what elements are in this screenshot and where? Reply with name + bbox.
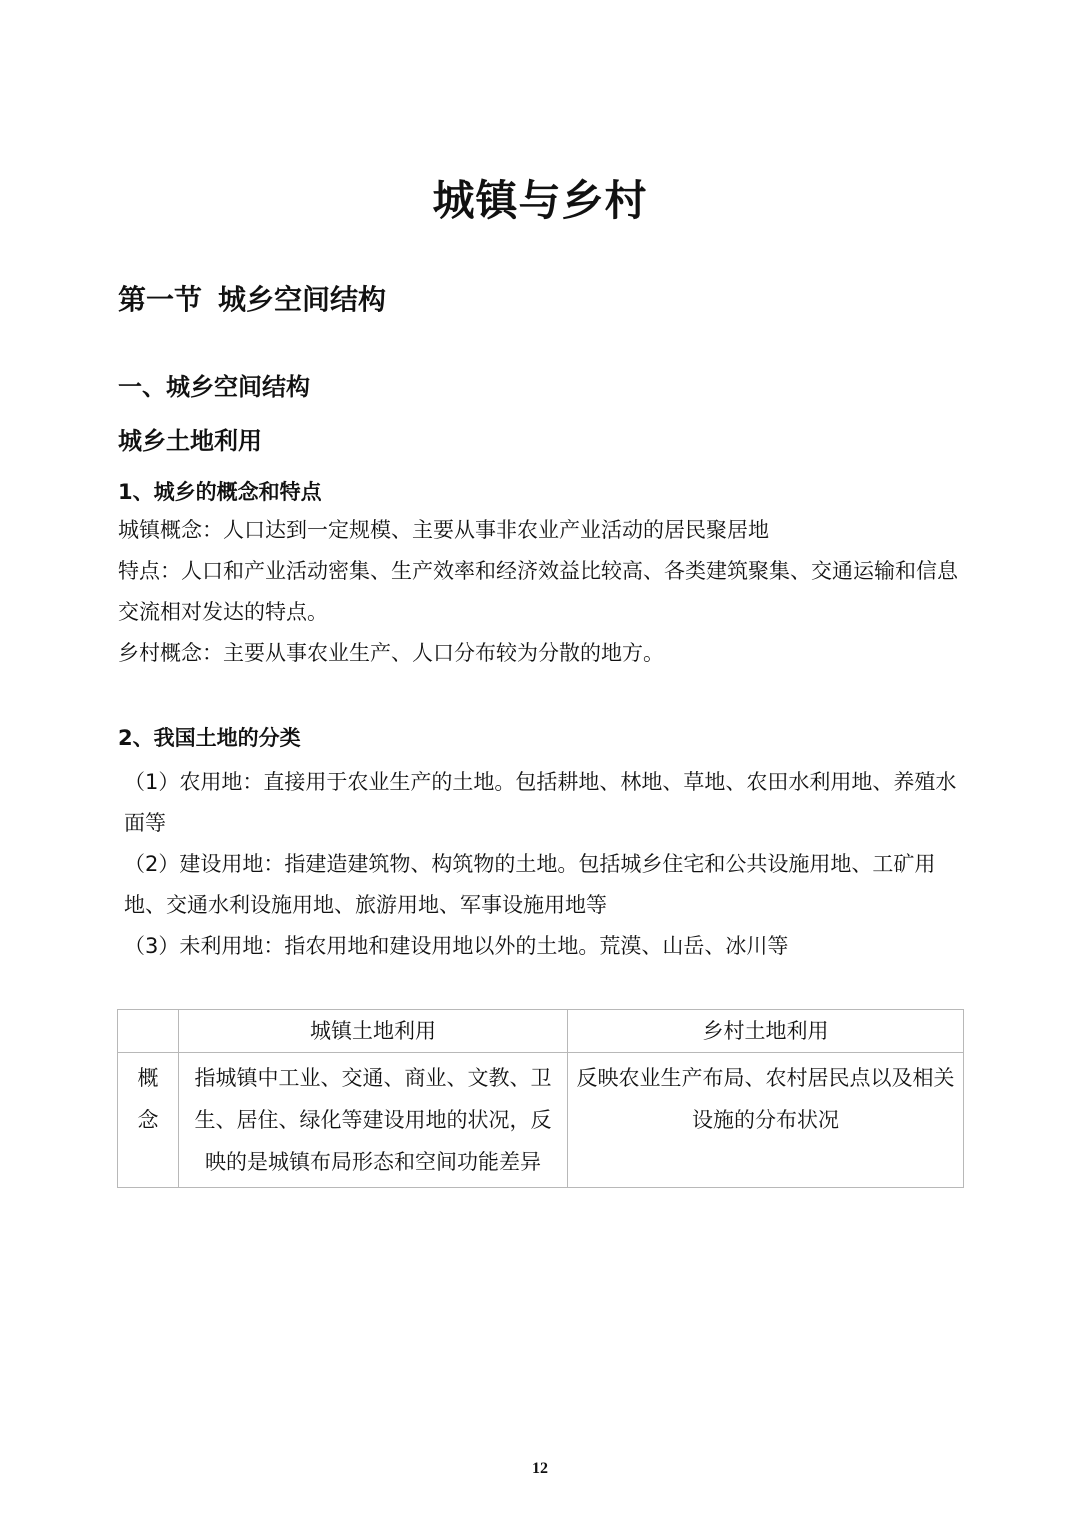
subsection-heading: 一、城乡空间结构 [118,373,310,401]
section-title [118,278,386,318]
page-number: 12 [532,1460,548,1477]
table-header-row [118,1010,964,1053]
land-class-agricultural: （1）农用地：直接用于农业生产的土地。包括耕地、林地、草地、农田水利用地、养殖水面等 [124,770,957,835]
row-label: 概念 [118,1053,179,1188]
urban-features: 特点：人口和产业活动密集、生产效率和经济效益比较高、各类建筑聚集、交通运输和信息交流相对发达的特点。 [118,559,958,624]
table-header-urban: 城镇土地利用 [179,1010,568,1053]
part1-body [118,510,968,674]
table-row [118,1053,964,1188]
table-header-empty [118,1010,179,1053]
land-class-unused: （3）未利用地：指农用地和建设用地以外的土地。荒漠、山岳、冰川等 [124,934,789,958]
land-use-table [117,1009,964,1188]
subsubsection-heading: 城乡土地利用 [118,427,262,455]
rural-concept: 乡村概念：主要从事农业生产、人口分布较为分散的地方。 [118,641,664,665]
table-header-rural: 乡村土地利用 [568,1010,964,1053]
part2-body [118,762,968,967]
cell-rural-concept: 反映农业生产布局、农村居民点以及相关设施的分布状况 [568,1053,964,1188]
urban-concept: 城镇概念：人口达到一定规模、主要从事非农业产业活动的居民聚居地 [118,518,769,542]
section-name: 城乡空间结构 [218,283,387,316]
part2-heading: 2、我国土地的分类 [118,726,301,750]
section-number: 第一节 [118,283,203,316]
cell-urban-concept: 指城镇中工业、交通、商业、文教、卫生、居住、绿化等建设用地的状况，反映的是城镇布局形态和空间功能差异 [179,1053,568,1188]
land-class-construction: （2）建设用地：指建造建筑物、构筑物的土地。包括城乡住宅和公共设施用地、工矿用地、交通水利设施用地、旅游用地、军事设施用地等 [124,852,936,917]
part1-heading: 1、城乡的概念和特点 [118,480,322,504]
page-title: 城镇与乡村 [432,176,648,225]
